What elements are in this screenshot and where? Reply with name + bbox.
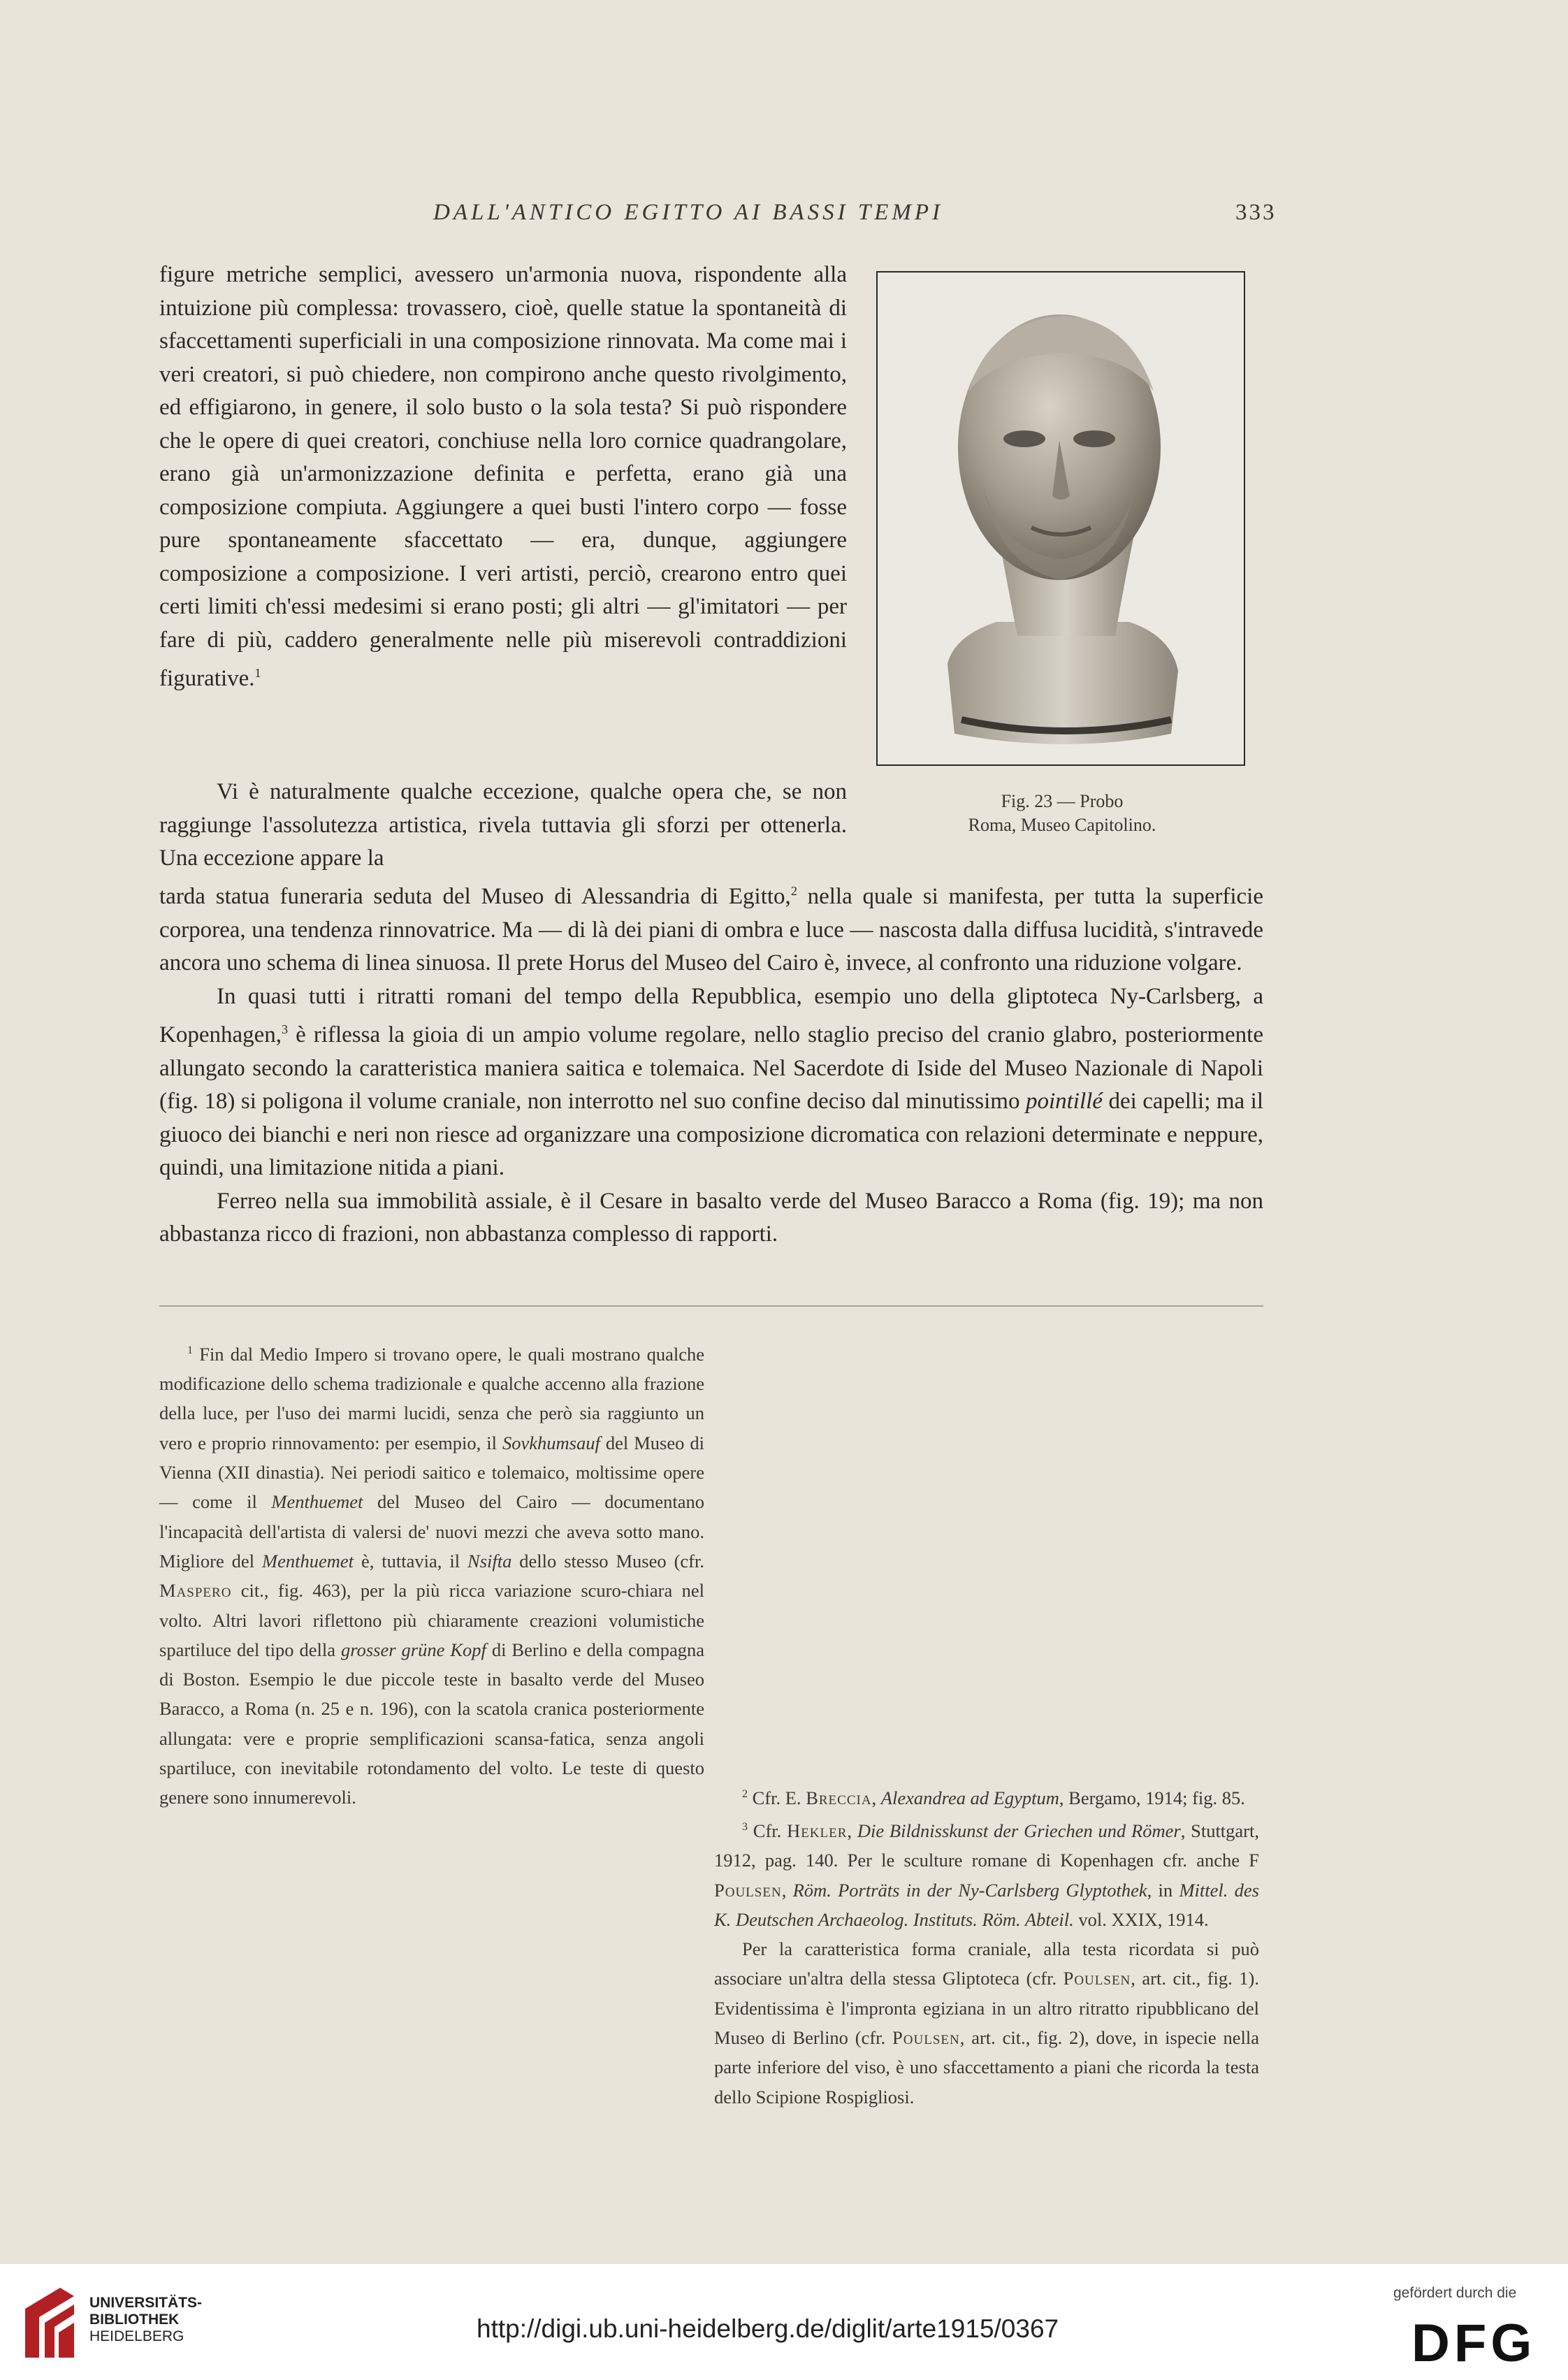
fn1-i5: grosser grüne Kopf	[341, 1639, 486, 1660]
footnote-1	[159, 1336, 704, 1813]
fn4-c: , art. cit., fig. 2), dove, in ispecie nella parte inferiore del viso, è uno sfaccettamento a piani che ricorda la testa dello Scipione Rospigliosi.	[714, 2027, 1259, 2107]
fn4-sc2: Poulsen	[892, 2027, 960, 2049]
footnote-ref-3[interactable]: 3	[282, 1022, 289, 1036]
paragraph-1-text: figure metriche semplici, avessero un'armonia nuova, rispondente alla intuizione più complessa: trovassero, cioè, quelle statue la spontaneità di sfaccettamenti superficiali in una composizione rinnovata. Ma come mai i veri creatori, si può chiedere, non compirono anche questo rivolgimento, ed effigiarono, in genere, il solo busto o la sola testa? Si può rispondere che le opere di quei creatori, conchiuse nella loro cornice quadrangolare, erano già un'armonizzazione definita e perfetta, erano già una composizione compiuta. Aggiungere a quei busti l'intero corpo — fosse pure spontaneamente sfaccettato — era, dunque, aggiungere composizione a composizione. I veri artisti, perciò, crearono entro quei certi limiti ch'essi medesimi si erano posti; gli altri — gl'imitatori — per fare di più, caddero generalmente nelle più miserevoli contraddizioni figurative.	[159, 262, 847, 691]
page-number: 333	[1235, 200, 1277, 225]
fn2-i: Alexandrea ad Egyptum	[880, 1787, 1059, 1808]
paragraph-3-b: è riflessa la gioia di un ampio volume regolare, nello staglio preciso del cranio glabro, posteriormente allungato secondo la caratteristica maniera saitica e tolemaica. Nel Sacerdote di Iside del Museo Nazionale di Napoli (fig. 18) si poligona il volume craniale, non interrotto nel suo confine deciso dal minutissimo	[159, 1022, 1263, 1114]
fn4-b: , art. cit., fig. 1). Evidentissima è l'impronta egiziana in un altro ritratto ripubblicano del Museo di Berlino (cfr.	[714, 1968, 1259, 2049]
fn3-b: ,	[847, 1820, 857, 1841]
footnote-3-continued	[714, 1934, 1259, 2112]
footnote-2	[714, 1780, 1259, 1813]
fn2-b: ,	[871, 1787, 881, 1808]
fn1-b: del Museo di Vienna (XII dinastia). Nei periodi saitico e tolemaico, moltissime opere — come il	[159, 1432, 705, 1513]
library-name	[89, 2295, 202, 2345]
dfg-logo[interactable]: DFG	[1411, 2314, 1537, 2373]
paragraph-3-a: In quasi tutti i ritratti romani del tempo della Repubblica, esempio uno della gliptoteca Ny-Carlsberg, a Kopenhagen,	[159, 983, 1263, 1047]
paragraph-2-rest: tarda statua funeraria seduta del Museo di Alessandria di Egitto,	[159, 884, 791, 909]
paragraph-2-start	[159, 776, 847, 876]
paragraph-1	[159, 259, 847, 696]
running-head: DALL'ANTICO EGITTO AI BASSI TEMPI	[433, 200, 944, 225]
footnote-2-marker: 2	[742, 1788, 748, 1800]
ub-heidelberg-logo-icon[interactable]	[18, 2281, 81, 2363]
fn3-i2: Röm. Porträts in der Ny-Carlsberg Glyptothek	[792, 1879, 1147, 1901]
footnote-1-marker: 1	[187, 1344, 193, 1356]
fn1-i4: Nsifta	[467, 1550, 512, 1572]
digitization-footer	[0, 2264, 1568, 2380]
permalink-url[interactable]: http://digi.ub.uni-heidelberg.de/diglit/arte1915/0367	[477, 2314, 1059, 2343]
fn3-sc1: Hekler	[787, 1820, 848, 1841]
footnote-ref-2[interactable]: 2	[790, 884, 797, 898]
figure-caption	[873, 790, 1251, 837]
footnote-3	[714, 1813, 1259, 1934]
paragraph-3-c: dei capelli; ma il giuoco dei bianchi e neri non riesce ad organizzare una composizione dicromatica con relazioni determinate e neppure, quindi, una limitazione nitida a piani.	[159, 1089, 1263, 1180]
fn1-sc1: Maspero	[159, 1580, 232, 1602]
fn1-i2: Menthuemet	[271, 1491, 363, 1513]
fn3-sc2: Poulsen	[714, 1879, 782, 1901]
fn3-c: , Stuttgart, 1912, pag. 140. Per le sculture romane di Kopenhagen cfr. anche F	[714, 1820, 1259, 1871]
fn2-a: Cfr. E.	[748, 1787, 806, 1808]
funded-by-label: gefördert durch die	[1393, 2285, 1517, 2301]
figure-23-photo	[876, 271, 1245, 766]
footnote-divider	[159, 1305, 1263, 1307]
fn4-sc1: Poulsen	[1063, 1968, 1131, 1989]
library-name-line-3: HEIDELBERG	[89, 2328, 184, 2344]
fn3-i3: Mittel. des K. Deutschen Archaeolog. Instituts. Röm. Abteil.	[714, 1879, 1259, 1930]
fn3-i1: Die Bildnisskunst der Griechen und Römer	[857, 1820, 1181, 1841]
fn1-d: è, tuttavia, il	[354, 1550, 468, 1572]
figure-caption-location: Roma, Museo Capitolino.	[968, 815, 1156, 835]
main-text	[159, 875, 1263, 1251]
fn1-c: del Museo del Cairo — documentano l'incapacità dell'artista di valersi de' nuovi mezzi che aveva sotto mano. Migliore del	[159, 1491, 704, 1572]
fn3-e: , in	[1147, 1879, 1179, 1901]
paragraph-4: Ferreo nella sua immobilità assiale, è il Cesare in basalto verde del Museo Baracco a Roma (fig. 19); ma non abbastanza ricco di frazioni, non abbastanza complesso di rapporti.	[159, 1188, 1263, 1247]
paragraph-2-start-text: Vi è naturalmente qualche eccezione, qualche opera che, se non raggiunge l'assolutezza artistica, rivela tuttavia gli sforzi per ottenerla. Una eccezione appare la	[159, 779, 847, 871]
footnote-ref-1[interactable]: 1	[254, 666, 261, 680]
fn1-i1: Sovkhumsauf	[502, 1432, 600, 1453]
figure-caption-title: Fig. 23 — Probo	[1001, 791, 1124, 811]
library-name-line-2: BIBLIOTHEK	[89, 2312, 180, 2328]
fn3-f: vol. XXIX, 1914.	[1073, 1908, 1209, 1930]
fn2-c: , Bergamo, 1914; fig. 85.	[1059, 1787, 1245, 1808]
paragraph-2-end: nella quale si manifesta, per tutta la superficie corporea, una tendenza rinnovatrice. Ma — di là dei piani di ombra e luce — nascosta dalla diffusa lucidità, s'intravede ancora uno schema di linea sinuosa. Il prete Horus del Museo del Cairo è, invece, al confronto una riduzione volgare.	[159, 884, 1263, 975]
fn3-d: ,	[781, 1879, 793, 1901]
footnote-3-marker: 3	[742, 1821, 748, 1834]
footnotes-left-column	[159, 1336, 704, 1813]
library-name-line-1: UNIVERSITÄTS-	[89, 2295, 203, 2311]
fn1-g: di Berlino e della compagna di Boston. Esempio le due piccole teste in basalto verde del Museo Baracco, a Roma (n. 25 e n. 196), con la scatola cranica posteriormente allungata: vere e proprie semplificazioni scansa-fatica, senza angoli spartiluce, con inevitabile rotondamento del volto. Le teste di questo genere sono innumerevoli.	[159, 1639, 704, 1808]
paragraph-3	[159, 980, 1263, 1185]
fn4-a: Per la caratteristica forma craniale, alla testa ricordata si può associare un'altra della stessa Gliptoteca (cfr.	[714, 1938, 1259, 1989]
bust-photograph-icon	[878, 273, 1244, 764]
paragraph-3-italic: pointillé	[1025, 1089, 1103, 1114]
fn1-e: dello stesso Museo (cfr.	[511, 1550, 704, 1572]
fn1-f: cit., fig. 463), per la più ricca variazione scuro-chiara nel volto. Altri lavori riflettono più chiaramente creazioni volumistiche spartiluce del tipo della	[159, 1580, 704, 1660]
fn2-sc: Breccia	[806, 1787, 872, 1808]
fn1-i3: Menthuemet	[262, 1550, 354, 1572]
fn3-a: Cfr.	[748, 1820, 787, 1841]
fn1-a: Fin dal Medio Impero si trovano opere, le quali mostrano qualche modificazione dello schema tradizionale e qualche accenno alla frazione della luce, per l'uso dei marmi lucidi, senza che però sia raggiunto un vero e proprio rinnovamento: per esempio, il	[159, 1343, 704, 1453]
footnotes-right-column	[714, 1780, 1259, 2112]
